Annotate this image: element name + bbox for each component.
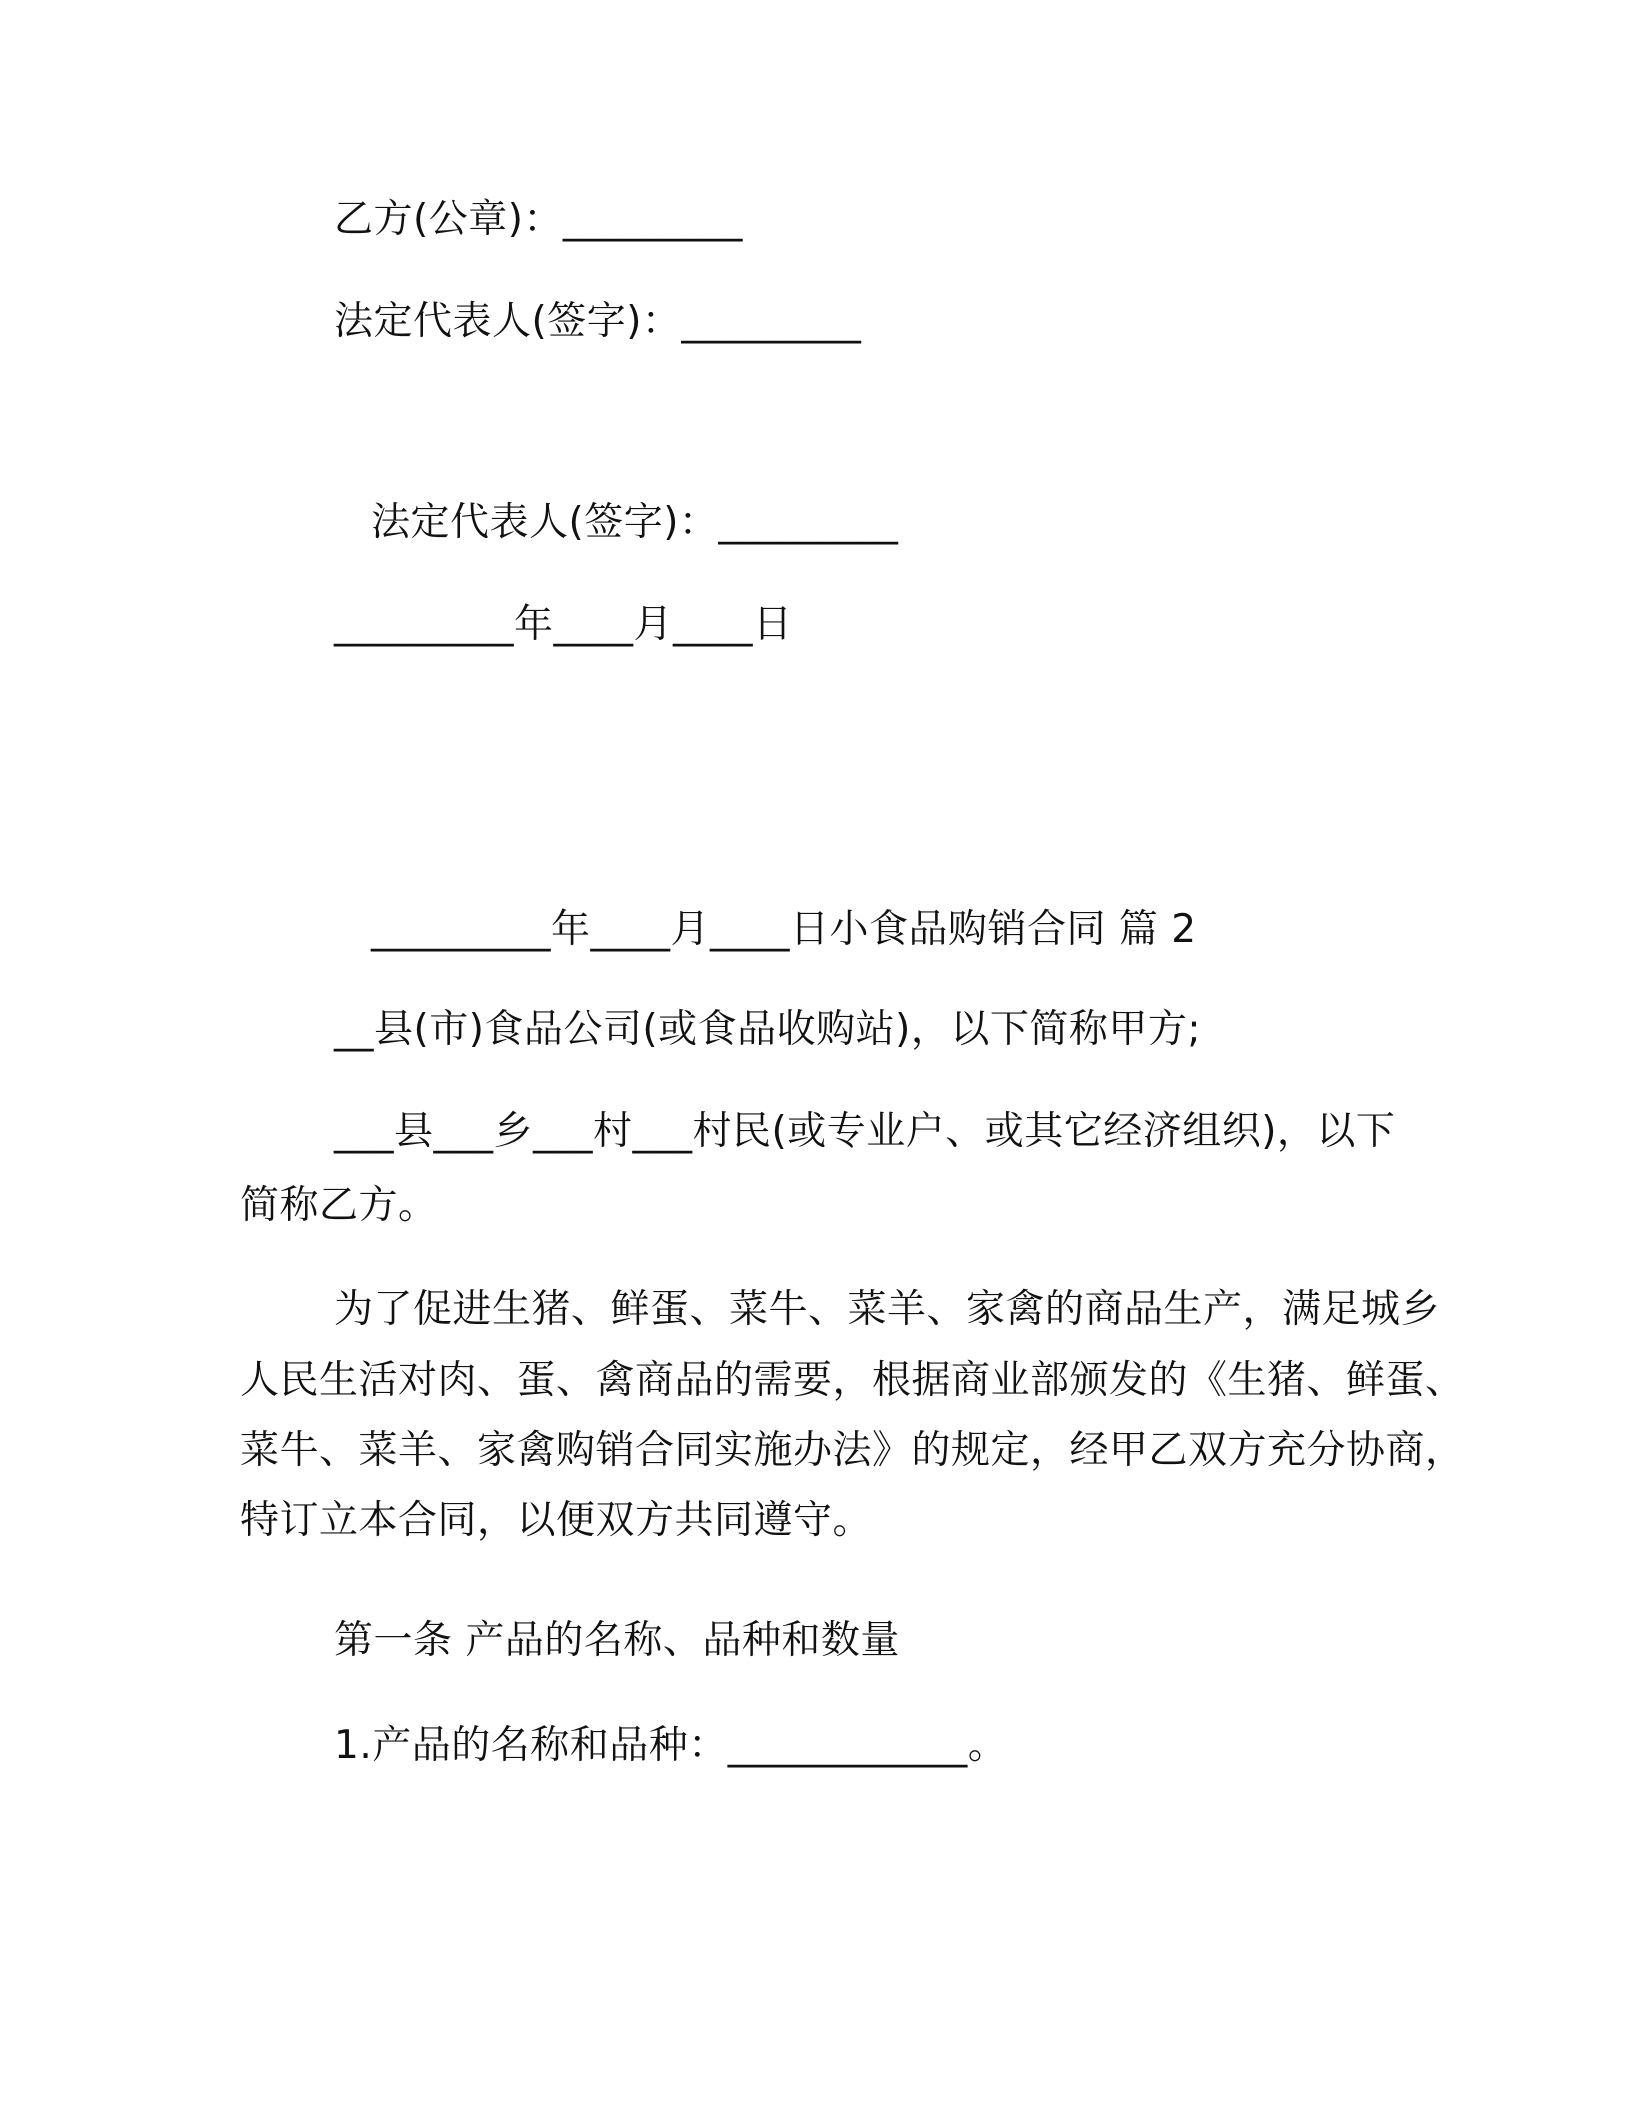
article-1-item-1: 1.产品的名称和品种：____________。 [334, 1723, 1008, 1768]
preamble-line-2: 人民生活对肉、蛋、禽商品的需要，根据商业部颁发的《生猪、鲜蛋、 [240, 1358, 1465, 1403]
preamble-line-3: 菜牛、菜羊、家禽购销合同实施办法》的规定，经甲乙双方充分协商， [240, 1428, 1465, 1473]
party-b-seal-line: 乙方(公章)：_________ [334, 197, 743, 242]
party-b-line-2: 简称乙方。 [240, 1183, 438, 1228]
legal-rep-signature-line: 法定代表人(签字)：_________ [334, 299, 862, 344]
legal-rep-signature-line-2: 法定代表人(签字)：_________ [371, 500, 899, 545]
article-1-heading: 第一条 产品的名称、品种和数量 [334, 1618, 900, 1663]
party-b-line-1: ___县___乡___村___村民(或专业户、或其它经济组织)，以下 [334, 1109, 1396, 1154]
signature-date-line: _________年____月____日 [334, 602, 793, 647]
preamble-line-4: 特订立本合同，以便双方共同遵守。 [240, 1498, 873, 1543]
preamble-line-1: 为了促进生猪、鲜蛋、菜牛、菜羊、家禽的商品生产，满足城乡 [334, 1287, 1441, 1332]
contract-title: _________年____月____日小食品购销合同 篇 2 [371, 907, 1197, 952]
party-a-line: __县(市)食品公司(或食品收购站)，以下简称甲方; [334, 1007, 1202, 1052]
